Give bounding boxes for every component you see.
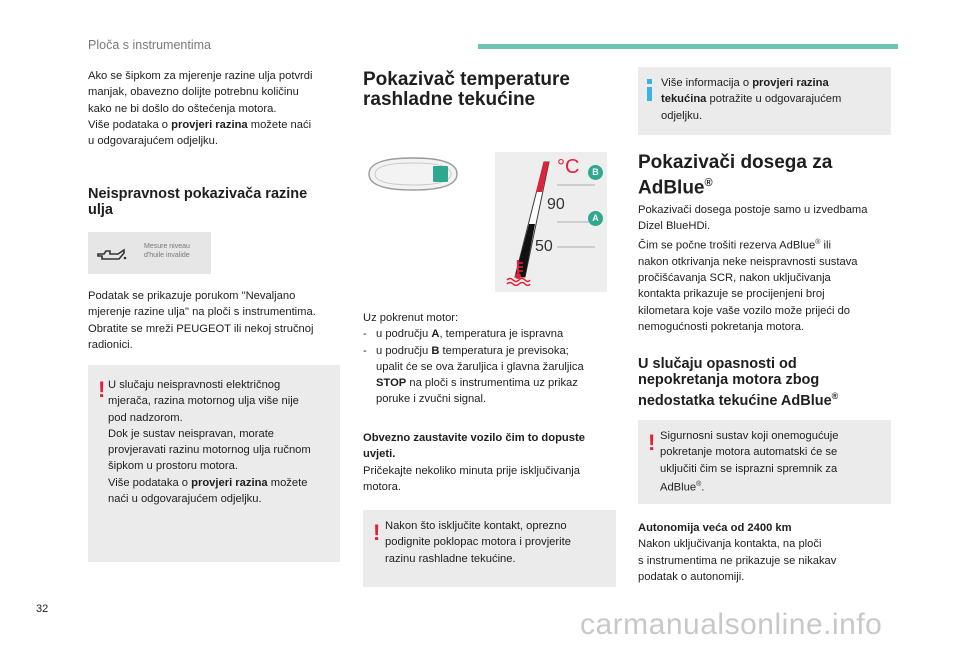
coolant-stop-text [363, 430, 623, 495]
text-line: odjeljku. [661, 109, 703, 122]
list-item: - u području A, temperatura je ispravna [363, 328, 564, 341]
text-line: Pokazivači dosega postoje samo u izvedbama [638, 204, 868, 216]
warning-icon: ! [98, 377, 106, 402]
text-line: pokretanje motora automatski će se [660, 446, 838, 459]
coolant-temperature-icon [505, 258, 531, 286]
text-line: kilometara koje vaše vozilo može prijeći do [638, 304, 851, 317]
text-line: Pričekajte nekoliko minuta prije isključivanja [363, 464, 581, 477]
text-line: podatak o autonomiji. [638, 570, 745, 583]
display-text: d'huile invalide [144, 252, 190, 259]
text-line: Podatak se prikazuje porukom "Nevaljano [88, 290, 296, 302]
text-line: Dok je sustav neispravan, morate [108, 427, 275, 440]
marker-b: B [588, 165, 603, 180]
text-line: tekućina potražite u odgovarajućem [661, 93, 842, 106]
oil-fault-heading: Neispravnost pokazivača razine ulja [88, 186, 308, 218]
text-line: Više podataka o provjeri razina možete naći [88, 118, 312, 131]
oil-can-icon [96, 245, 128, 265]
text-line: Čim se počne trošiti rezerva AdBlue® ili [638, 238, 831, 252]
text-line: U slučaju neispravnosti električnog [108, 379, 281, 391]
text-line: Nakon što isključite kontakt, oprezno [385, 520, 567, 532]
text-line: Obratite se mreži PEUGEOT ili nekoj stručnoj [88, 322, 314, 335]
autonomy-heading: Autonomija veća od 2400 km [638, 522, 792, 534]
text-line: kontakta prikazuje se procijenjeni broj [638, 288, 825, 301]
text-line: razinu rashladne tekućine. [385, 552, 516, 565]
text-line: nakon otkrivanja neke neispravnosti sustava [638, 255, 858, 268]
text-line: u odgovarajućem odjeljku. [88, 135, 218, 148]
coolant-warning-box [363, 510, 616, 587]
page-number: 32 [36, 603, 49, 615]
warning-icon: ! [648, 430, 656, 455]
text-line: radionici. [88, 338, 133, 351]
watermark: carmanualsonline.info [580, 608, 883, 641]
text-line: šipkom u prostoru motora. [108, 460, 238, 473]
info-icon-stem [647, 87, 652, 101]
coolant-body-text [363, 310, 623, 408]
header-accent-bar [478, 44, 898, 49]
coolant-temp-heading: Pokazivač temperature rashladne tekućine [363, 69, 570, 110]
text-line: mjerenje razine ulja" na ploči s instrumentima. [88, 306, 316, 319]
text-line: AdBlue®. [660, 480, 705, 494]
text-line: pod nadzorom. [108, 411, 183, 424]
text-line: s instrumentima ne prikazuje se nikakav [638, 554, 837, 567]
text-line: poruke i zvučni signal. [376, 393, 487, 406]
oil-fault-body [88, 288, 348, 353]
text-line: upalit će se ova žaruljica i glavna žaruljica [376, 360, 584, 373]
instrument-cluster-thumbnail [363, 152, 463, 196]
autonomy-section [638, 520, 898, 585]
text-line: Nakon uključivanja kontakta, na ploči [638, 538, 822, 551]
text-line: Više podataka o provjeri razina možete [108, 476, 308, 489]
page-header-title: Ploča s instrumentima [88, 38, 211, 52]
gauge-label-low: 50 [535, 238, 553, 255]
text-line: podignite poklopac motora i provjerite [385, 536, 571, 549]
warning-icon: ! [373, 520, 381, 545]
text-line: nemogućnosti pokretanja motora. [638, 320, 805, 333]
adblue-heading: Pokazivači dosega za AdBlue® [638, 152, 833, 199]
text-line: Dizel BlueHDi. [638, 220, 711, 233]
oil-intro-text [88, 68, 348, 149]
oil-fault-display-illustration [88, 232, 211, 274]
adblue-body [638, 202, 898, 335]
text-line: Ako se šipkom za mjerenje razine ulja potvrdi [88, 70, 313, 82]
text-line: Više informacija o provjeri razina [661, 77, 829, 89]
display-text: Mesure niveau [144, 243, 190, 250]
adblue-subheading: U slučaju opasnosti od nepokretanja motora zbog nedostatka tekućine AdBlue® [638, 356, 839, 409]
gauge-unit: °C [557, 156, 580, 178]
text-line: Uz pokrenut motor: [363, 312, 459, 324]
text-line: STOP na ploči s instrumentima uz prikaz [376, 377, 578, 390]
text-line: manjak, obavezno dolijte potrebnu količinu [88, 86, 299, 99]
text-line: Obvezno zaustavite vozilo čim to dopuste [363, 432, 585, 444]
text-line: uključiti čim se isprazni spremnik za [660, 462, 838, 475]
info-icon [647, 79, 652, 84]
text-line: uvjeti. [363, 448, 396, 461]
text-line: provjeravati razinu motornog ulja ručnom [108, 444, 311, 457]
text-line: pročišćavanja SCR, nakon uključivanja [638, 271, 831, 284]
text-line: motora. [363, 480, 401, 493]
marker-a: A [588, 211, 603, 226]
oil-warning-box [88, 365, 340, 562]
gauge-label-high: 90 [547, 196, 565, 213]
text-line: kako ne bi došlo do oštećenja motora. [88, 102, 277, 115]
text-line: naći u odgovarajućem odjeljku. [108, 493, 262, 506]
list-item: - u području B temperatura je previsoka; [363, 344, 569, 357]
text-line: Sigurnosni sustav koji onemogućuje [660, 430, 839, 442]
text-line: mjerača, razina motornog ulja više nije [108, 395, 299, 408]
adblue-warning-box [638, 420, 891, 504]
info-box [638, 67, 891, 135]
coolant-gauge-illustration [495, 152, 607, 292]
